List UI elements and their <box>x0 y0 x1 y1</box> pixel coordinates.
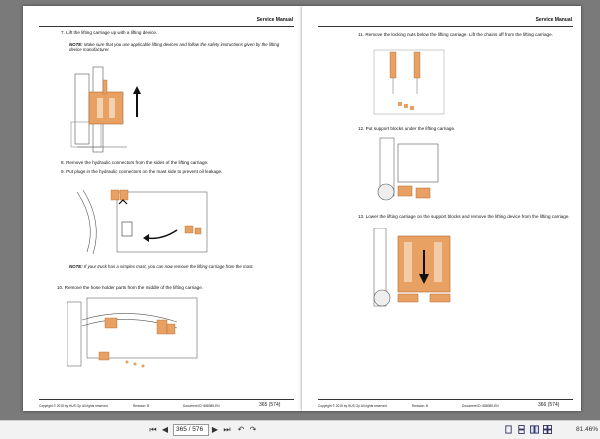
figure-lower-carriage <box>368 228 458 310</box>
footer-document-id: Document ID: 688089-EN <box>183 404 220 408</box>
viewer-toolbar <box>0 420 600 439</box>
footer-document-id: Document ID: 688089-EN <box>462 404 499 408</box>
two-page-view-icon[interactable] <box>530 425 539 434</box>
note-1-text: Make sure that you use applicable lifting devices and follow the safety instructions given by the lifting device manufacturer. <box>69 42 280 53</box>
header-rule <box>39 26 294 27</box>
footer-rule <box>318 399 573 400</box>
current-page: 365 <box>176 426 187 433</box>
page-366 <box>302 6 581 411</box>
page-number: 366 (574) <box>538 402 560 408</box>
step-11: 11. Remove the locking nuts below the lifting carriage. Lift the chains off from the lifting carriage. <box>358 32 553 37</box>
two-page-scroll-view-icon[interactable] <box>543 425 552 434</box>
note-1-label: NOTE: <box>69 42 83 47</box>
figure-hydraulic-plugs <box>67 182 217 262</box>
figure-locking-nuts <box>368 46 458 121</box>
page-header-title: Service Manual <box>256 17 293 23</box>
note-2-text: If your truck has a simplex mast, you can now remove the lifting carriage from the mast. <box>83 264 254 269</box>
footer-revision: Revision: B <box>412 404 429 408</box>
footer-copyright: Copyright © 2015 by HUS Oy. All rights reserved. <box>318 404 388 408</box>
note-2-label: NOTE: <box>69 264 83 269</box>
previous-page-button[interactable]: ◀ <box>161 425 169 434</box>
forward-view-button[interactable]: ↷ <box>249 425 257 434</box>
step-10: 10. Remove the hose holder parts from the middle of the lifting carriage. <box>57 285 204 290</box>
page-header-title: Service Manual <box>535 17 572 23</box>
note-2 <box>69 264 284 269</box>
figure-hose-holder <box>67 296 217 376</box>
total-pages: 576 <box>192 426 204 433</box>
step-13: 13. Lower the lifting carriage on the support blocks and remove the lifting device from the lifting carriage. <box>358 214 570 219</box>
back-view-button[interactable]: ↶ <box>237 425 245 434</box>
single-page-view-icon[interactable] <box>504 425 513 434</box>
first-page-button[interactable]: ⏮ <box>149 425 157 434</box>
footer-rule <box>39 399 294 400</box>
next-page-button[interactable]: ▶ <box>211 425 219 434</box>
step-9: 9. Put plugs in the hydraulic connectors on the mast side to prevent oil leakage. <box>61 169 223 174</box>
page-number-input[interactable]: 365 / 576 <box>173 424 209 436</box>
step-12: 12. Put support blocks under the lifting carriage. <box>358 126 456 131</box>
zoom-level[interactable]: 81.46% <box>575 426 599 433</box>
header-rule <box>318 26 573 27</box>
step-8: 8. Remove the hydraulic connectors from the sides of the lifting carriage. <box>61 160 209 165</box>
note-1 <box>69 42 284 53</box>
footer-copyright: Copyright © 2015 by HUS Oy. All rights reserved. <box>39 404 109 408</box>
last-page-button[interactable]: ⏭ <box>223 425 231 434</box>
step-7: 7. Lift the lifting carriage up with a lifting device. <box>61 30 158 35</box>
figure-support-blocks <box>368 134 458 206</box>
footer-revision: Revision: B <box>133 404 150 408</box>
figure-lift-carriage <box>67 62 157 157</box>
scrolling-view-icon[interactable] <box>517 425 526 434</box>
page-number: 365 (574) <box>259 402 281 408</box>
page-365 <box>23 6 302 411</box>
